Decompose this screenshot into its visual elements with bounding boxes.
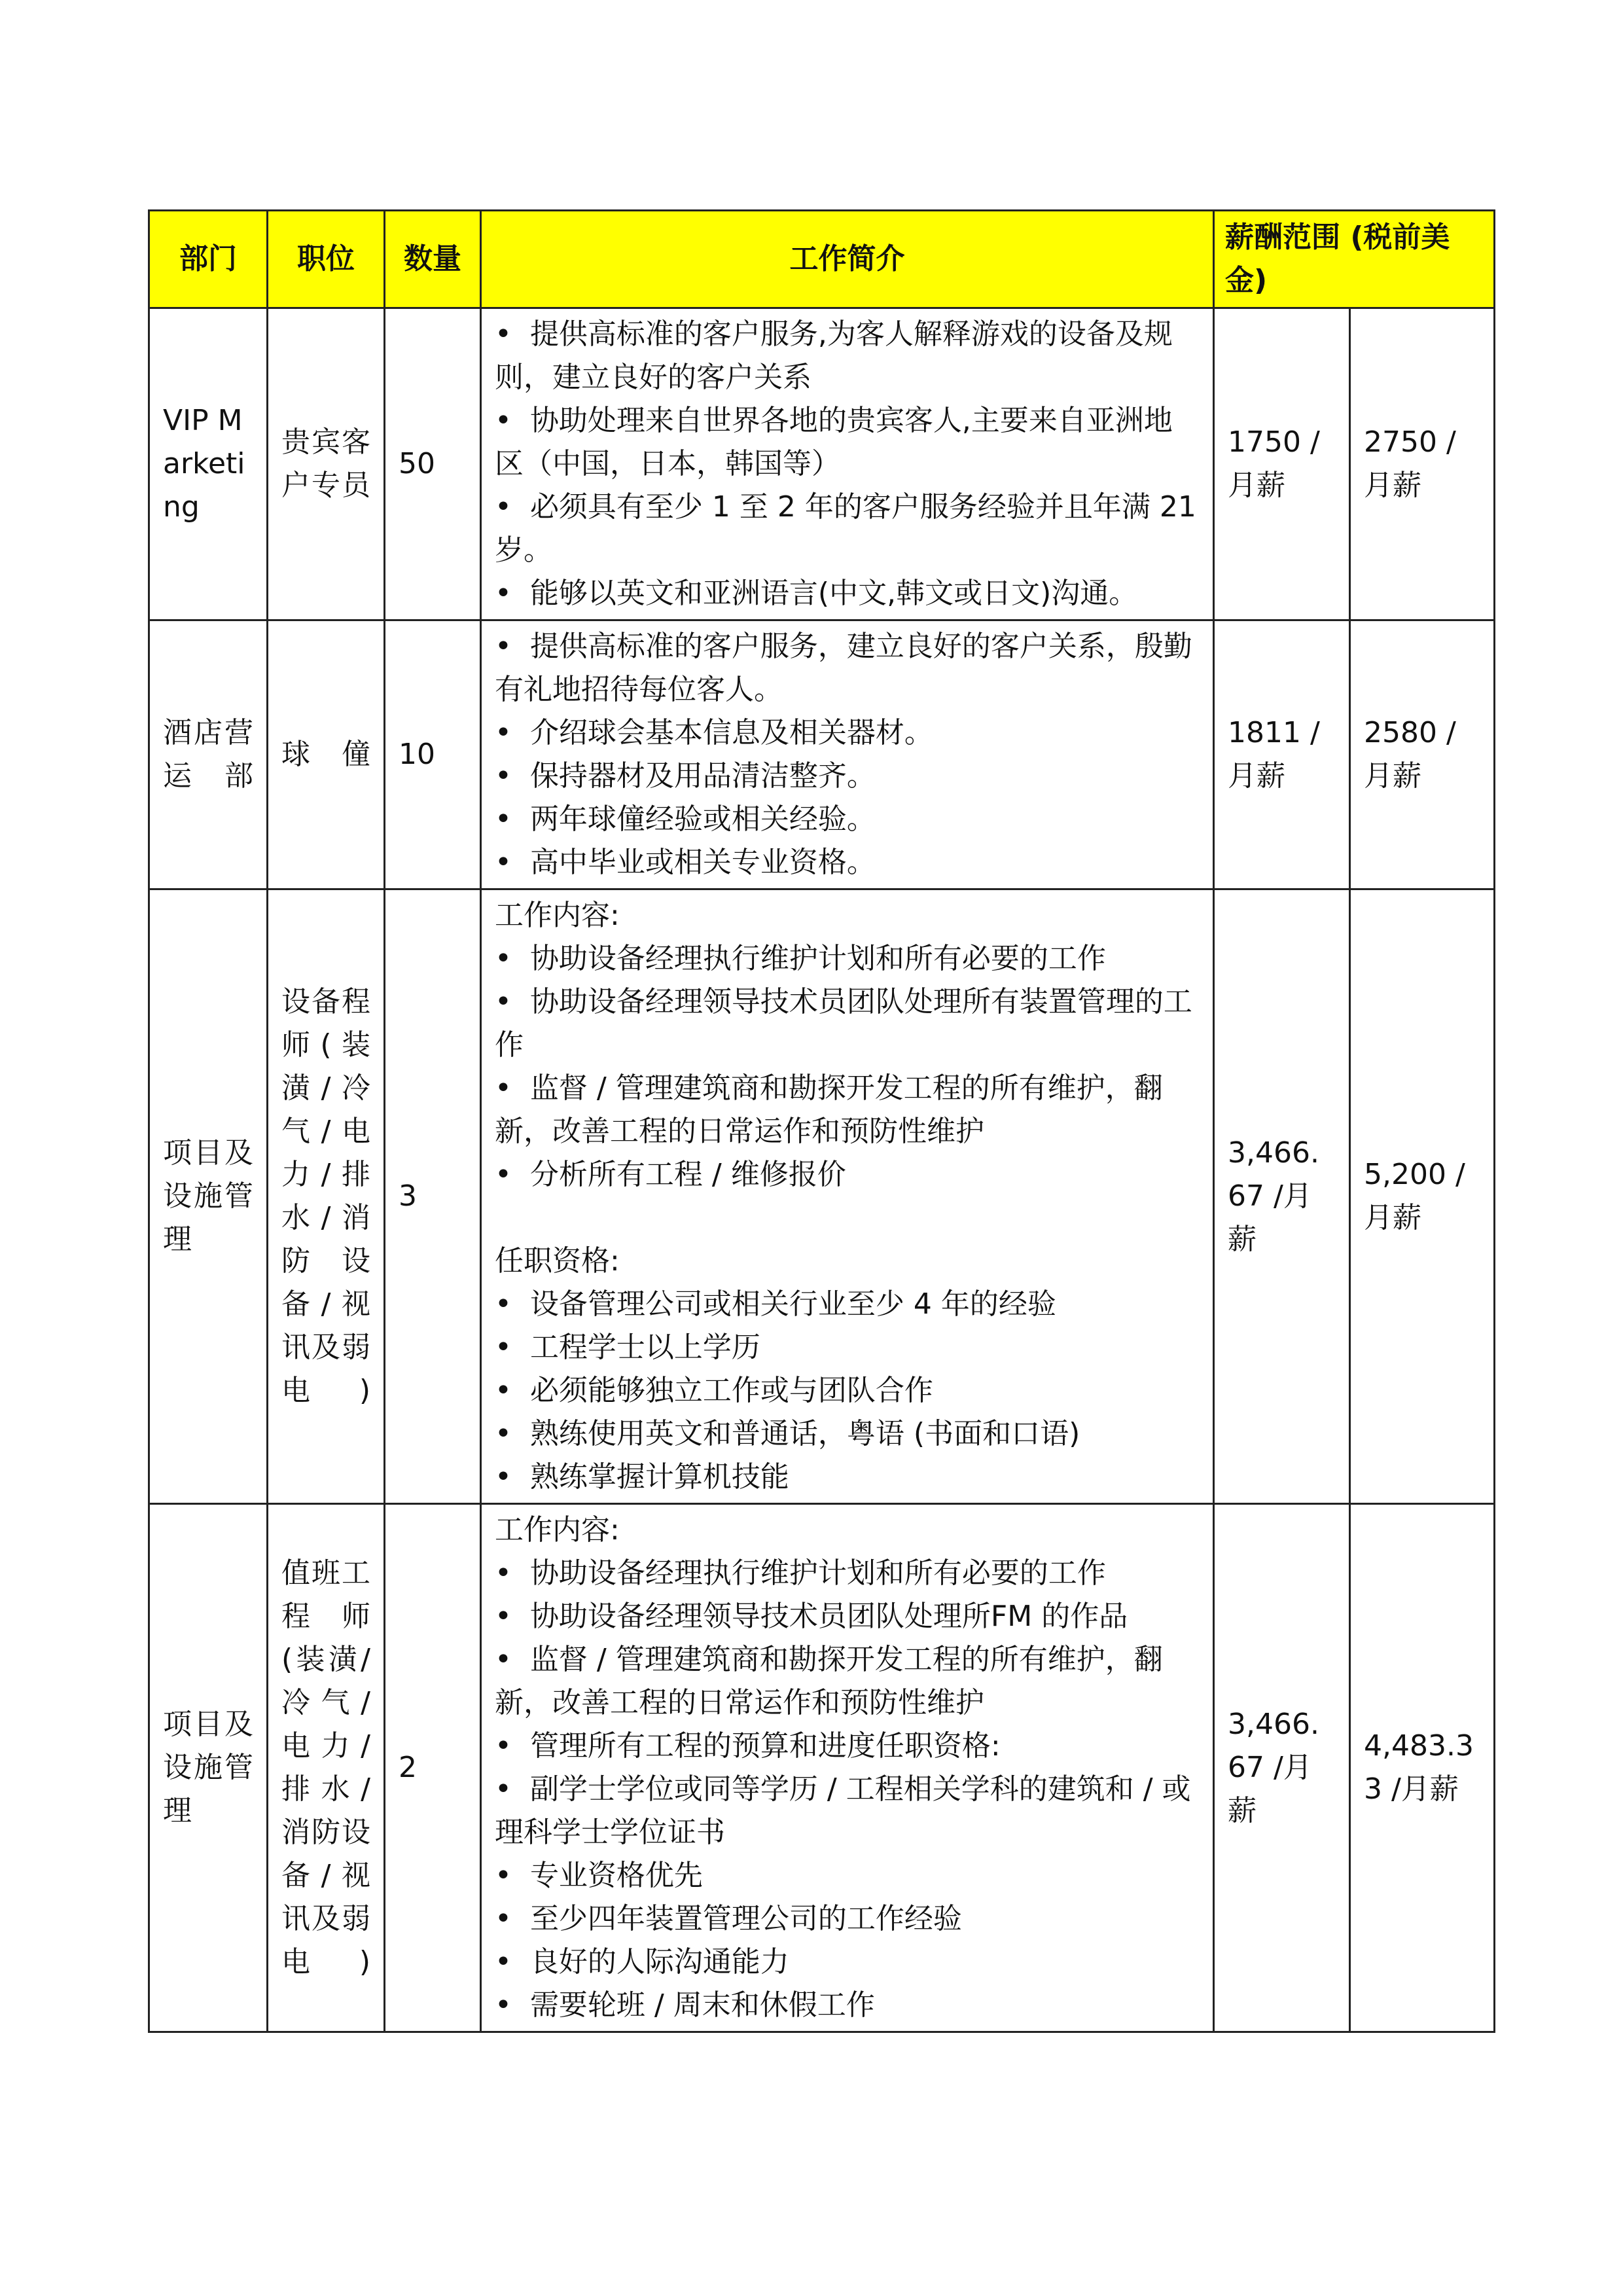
header-row — [149, 211, 1495, 308]
summary-bullet: • 监督 / 管理建筑商和勘探开发工程的所有维护，翻新，改善工程的日常运作和预防性维护 — [495, 1638, 1200, 1725]
position-cell: 贵宾客户专员 — [268, 308, 385, 620]
summary-heading: 工作内容: — [495, 899, 620, 932]
quantity-cell: 3 — [385, 889, 481, 1504]
table-header — [149, 211, 1495, 308]
table-row — [149, 889, 1495, 1504]
summary-bullet: • 管理所有工程的预算和进度任职资格: — [495, 1725, 1200, 1768]
summary-bullet: • 协助设备经理领导技术员团队处理所FM 的作品 — [495, 1595, 1200, 1638]
header-position: 职位 — [268, 211, 385, 308]
summary-bullet: • 熟练掌握计算机技能 — [495, 1456, 1200, 1499]
summary-heading: 任职资格: — [495, 1244, 620, 1278]
header-summary: 工作简介 — [481, 211, 1214, 308]
salary-max-cell: 5,200 / 月薪 — [1350, 889, 1495, 1504]
summary-bullet: • 良好的人际沟通能力 — [495, 1941, 1200, 1984]
summary-bullet: • 熟练使用英文和普通话，粤语 (书面和口语) — [495, 1412, 1200, 1456]
header-salary: 薪酬范围 (税前美金) — [1214, 211, 1495, 308]
summary-list — [495, 625, 1200, 884]
summary-bullet: • 分析所有工程 / 维修报价 — [495, 1153, 1200, 1196]
position-cell: 设备程师(装潢/冷气/电力/排水/消防设备/视讯及弱电) — [268, 889, 385, 1504]
summary-list — [495, 1509, 1200, 2027]
quantity-cell: 2 — [385, 1504, 481, 2032]
position-cell: 球僮 — [268, 620, 385, 889]
summary-bullet: • 提供高标准的客户服务,为客人解释游戏的设备及规则，建立良好的客户关系 — [495, 313, 1200, 399]
salary-min-cell: 1750 / 月薪 — [1214, 308, 1350, 620]
summary-bullet: • 必须具有至少 1 至 2 年的客户服务经验并且年满 21 岁。 — [495, 486, 1200, 572]
quantity-cell: 50 — [385, 308, 481, 620]
salary-max-cell: 4,483.33 /月薪 — [1350, 1504, 1495, 2032]
summary-bullet: • 两年球僮经验或相关经验。 — [495, 798, 1200, 841]
recruitment-table — [148, 209, 1495, 2033]
summary-cell — [481, 620, 1214, 889]
summary-heading: 工作内容: — [495, 1513, 620, 1547]
summary-cell — [481, 889, 1214, 1504]
department-cell: 项目及设施管理 — [149, 889, 268, 1504]
department-cell: VIP Marketing — [149, 308, 268, 620]
summary-bullet: • 介绍球会基本信息及相关器材。 — [495, 711, 1200, 755]
salary-min-cell: 3,466.67 /月薪 — [1214, 889, 1350, 1504]
summary-bullet: • 需要轮班 / 周末和休假工作 — [495, 1984, 1200, 2027]
table-row — [149, 620, 1495, 889]
summary-bullet: • 必须能够独立工作或与团队合作 — [495, 1369, 1200, 1412]
department-cell: 酒店营运部 — [149, 620, 268, 889]
table-row — [149, 308, 1495, 620]
summary-list — [495, 894, 1200, 1499]
summary-bullet: • 协助设备经理执行维护计划和所有必要的工作 — [495, 937, 1200, 980]
quantity-cell: 10 — [385, 620, 481, 889]
summary-spacer — [495, 1196, 1200, 1240]
summary-list — [495, 313, 1200, 615]
salary-max-cell: 2580 / 月薪 — [1350, 620, 1495, 889]
salary-max-cell: 2750 / 月薪 — [1350, 308, 1495, 620]
summary-bullet: • 高中毕业或相关专业资格。 — [495, 841, 1200, 884]
summary-bullet: • 保持器材及用品清洁整齐。 — [495, 755, 1200, 798]
summary-cell — [481, 308, 1214, 620]
summary-bullet: • 监督 / 管理建筑商和勘探开发工程的所有维护，翻新，改善工程的日常运作和预防性维护 — [495, 1067, 1200, 1153]
summary-bullet: • 至少四年装置管理公司的工作经验 — [495, 1897, 1200, 1941]
summary-bullet: • 工程学士以上学历 — [495, 1326, 1200, 1369]
summary-bullet: • 能够以英文和亚洲语言(中文,韩文或日文)沟通。 — [495, 572, 1200, 615]
summary-bullet: • 提供高标准的客户服务，建立良好的客户关系，殷勤有礼地招待每位客人。 — [495, 625, 1200, 711]
summary-bullet: • 协助设备经理执行维护计划和所有必要的工作 — [495, 1552, 1200, 1595]
salary-min-cell: 1811 / 月薪 — [1214, 620, 1350, 889]
summary-bullet: • 协助设备经理领导技术员团队处理所有装置管理的工作 — [495, 980, 1200, 1067]
summary-bullet: • 协助处理来自世界各地的贵宾客人,主要来自亚洲地区（中国，日本，韩国等） — [495, 399, 1200, 486]
table-body — [149, 308, 1495, 2032]
summary-bullet: • 设备管理公司或相关行业至少 4 年的经验 — [495, 1283, 1200, 1326]
summary-bullet: • 副学士学位或同等学历 / 工程相关学科的建筑和 / 或理科学士学位证书 — [495, 1768, 1200, 1854]
header-department: 部门 — [149, 211, 268, 308]
position-cell: 值班工程师(装潢/冷气/电力/排水/消防设备/视讯及弱电) — [268, 1504, 385, 2032]
summary-bullet: • 专业资格优先 — [495, 1854, 1200, 1897]
header-quantity: 数量 — [385, 211, 481, 308]
department-cell: 项目及设施管理 — [149, 1504, 268, 2032]
table-row — [149, 1504, 1495, 2032]
summary-cell — [481, 1504, 1214, 2032]
salary-min-cell: 3,466.67 /月薪 — [1214, 1504, 1350, 2032]
